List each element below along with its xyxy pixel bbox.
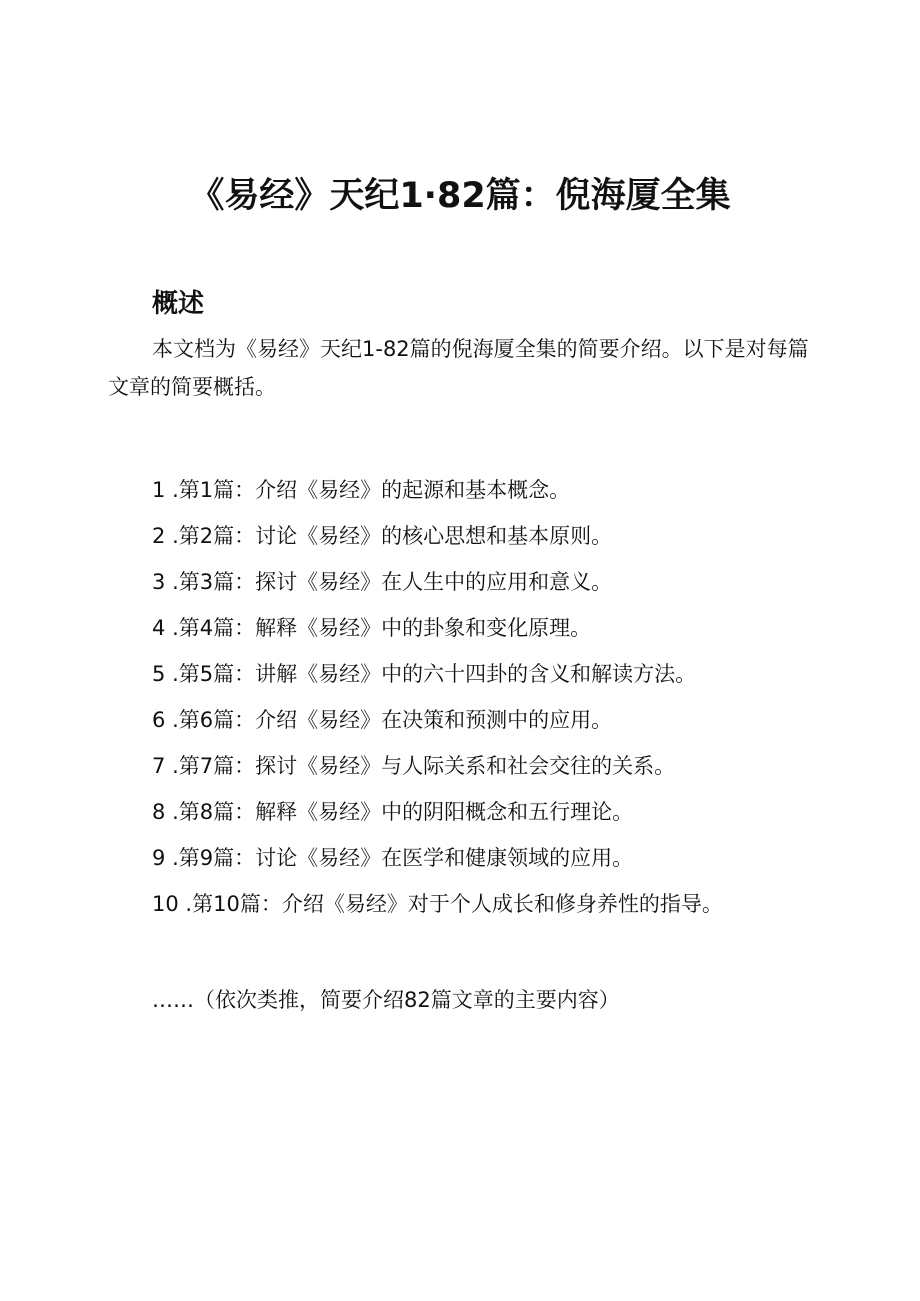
- list-item-text: .第6篇：介绍《易经》在决策和预测中的应用。: [172, 708, 613, 732]
- list-item-number: 2: [152, 524, 166, 548]
- list-item: [152, 703, 723, 749]
- list-item-text: .第5篇：讲解《易经》中的六十四卦的含义和解读方法。: [172, 662, 697, 686]
- list-item-text: .第3篇：探讨《易经》在人生中的应用和意义。: [172, 570, 613, 594]
- list-item-number: 10: [152, 892, 179, 916]
- list-item-number: 3: [152, 570, 166, 594]
- list-item-number: 9: [152, 846, 166, 870]
- list-item: [152, 565, 723, 611]
- list-item: [152, 749, 723, 795]
- list-item-number: 8: [152, 800, 166, 824]
- list-item-number: 1: [152, 478, 166, 502]
- list-item-text: .第4篇：解释《易经》中的卦象和变化原理。: [172, 616, 592, 640]
- list-item-text: .第10篇：介绍《易经》对于个人成长和修身养性的指导。: [185, 892, 723, 916]
- article-summary-list: [152, 473, 723, 933]
- list-item-text: .第2篇：讨论《易经》的核心思想和基本原则。: [172, 524, 613, 548]
- continuation-note: ……（依次类推，简要介绍82篇文章的主要内容）: [152, 988, 620, 1012]
- list-item-number: 5: [152, 662, 166, 686]
- section-heading-overview: 概述: [152, 289, 205, 319]
- list-item: [152, 841, 723, 887]
- list-item-number: 4: [152, 616, 166, 640]
- list-item: [152, 657, 723, 703]
- list-item: [152, 519, 723, 565]
- list-item: [152, 887, 723, 933]
- list-item: [152, 795, 723, 841]
- list-item-number: 6: [152, 708, 166, 732]
- list-item: [152, 473, 723, 519]
- intro-paragraph: 本文档为《易经》天纪1-82篇的倪海厦全集的简要介绍。以下是对每篇文章的简要概括。: [108, 337, 809, 399]
- list-item-text: .第1篇：介绍《易经》的起源和基本概念。: [172, 478, 571, 502]
- document-title: 《易经》天纪1·82篇：倪海厦全集: [189, 176, 731, 216]
- list-item-number: 7: [152, 754, 166, 778]
- list-item-text: .第7篇：探讨《易经》与人际关系和社会交往的关系。: [172, 754, 676, 778]
- list-item: [152, 611, 723, 657]
- list-item-text: .第8篇：解释《易经》中的阴阳概念和五行理论。: [172, 800, 634, 824]
- list-item-text: .第9篇：讨论《易经》在医学和健康领域的应用。: [172, 846, 634, 870]
